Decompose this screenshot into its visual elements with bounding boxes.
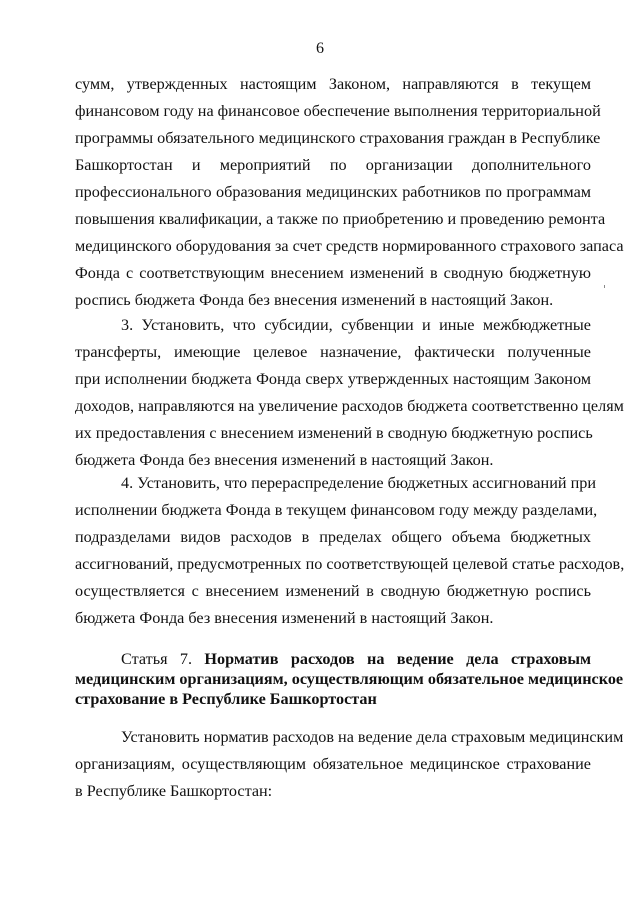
paragraph-line: роспись бюджета Фонда без внесения изменений в настоящий Закон. [75, 291, 554, 309]
paragraph-line: 3. Установить, что субсидии, субвенции и иные межбюджетные [121, 316, 591, 334]
paragraph-line: осуществляется с внесением изменений в сводную бюджетную роспись [75, 582, 591, 600]
paragraph-line: повышения квалификации, а также по приобретению и проведению ремонта [75, 210, 606, 228]
paragraph-line: исполнении бюджета Фонда в текущем финансовом году между разделами, [75, 501, 598, 519]
paragraph-line: программы обязательного медицинского страхования граждан в Республике [75, 129, 601, 147]
paragraph-line: Фонда с соответствующим внесением изменений в сводную бюджетную [75, 264, 591, 282]
paragraph-line: подразделами видов расходов в пределах общего объема бюджетных [75, 528, 591, 546]
article-title: Норматив расходов на ведение дела страховым [204, 650, 592, 668]
paragraph-line: бюджета Фонда без внесения изменений в настоящий Закон. [75, 609, 494, 627]
paragraph-line: Установить норматив расходов на ведение дела страховым медицинским [121, 728, 624, 746]
paragraph-line: медицинского оборудования за счет средств нормированного страхового запаса [75, 237, 624, 255]
article-heading-line3: страхование в Республике Башкортостан [75, 690, 377, 708]
page-number: 6 [316, 40, 324, 57]
paragraph-line: профессионального образования медицинских работников по программам [75, 183, 591, 201]
paragraph-line: Башкортостан и мероприятий по организации дополнительного [75, 156, 591, 174]
paragraph-line: 4. Установить, что перераспределение бюджетных ассигнований при [121, 474, 596, 492]
paragraph-line: доходов, направляются на увеличение расходов бюджета соответственно целям [75, 397, 624, 415]
paragraph-line: организациям, осуществляющим обязательное медицинское страхование [75, 755, 591, 773]
paragraph-line: трансферты, имеющие целевое назначение, фактически полученные [75, 343, 591, 361]
scan-mark [604, 285, 605, 288]
paragraph-line: в Республике Башкортостан: [75, 782, 273, 800]
paragraph-line: при исполнении бюджета Фонда сверх утвержденных настоящим Законом [75, 370, 591, 388]
article-heading-line1 [121, 649, 591, 669]
article-label: Статья 7. [121, 650, 193, 668]
article-heading-line2: медицинским организациям, осуществляющим обязательное медицинское [75, 670, 624, 688]
paragraph-line: ассигнований, предусмотренных по соответствующей целевой статье расходов, [75, 555, 625, 573]
paragraph-line: финансовом году на финансовое обеспечение выполнения территориальной [75, 102, 601, 120]
paragraph-line: бюджета Фонда без внесения изменений в настоящий Закон. [75, 451, 494, 469]
paragraph-line: сумм, утвержденных настоящим Законом, направляются в текущем [75, 75, 591, 93]
paragraph-line: их предоставления с внесением изменений в сводную бюджетную роспись [75, 424, 593, 442]
